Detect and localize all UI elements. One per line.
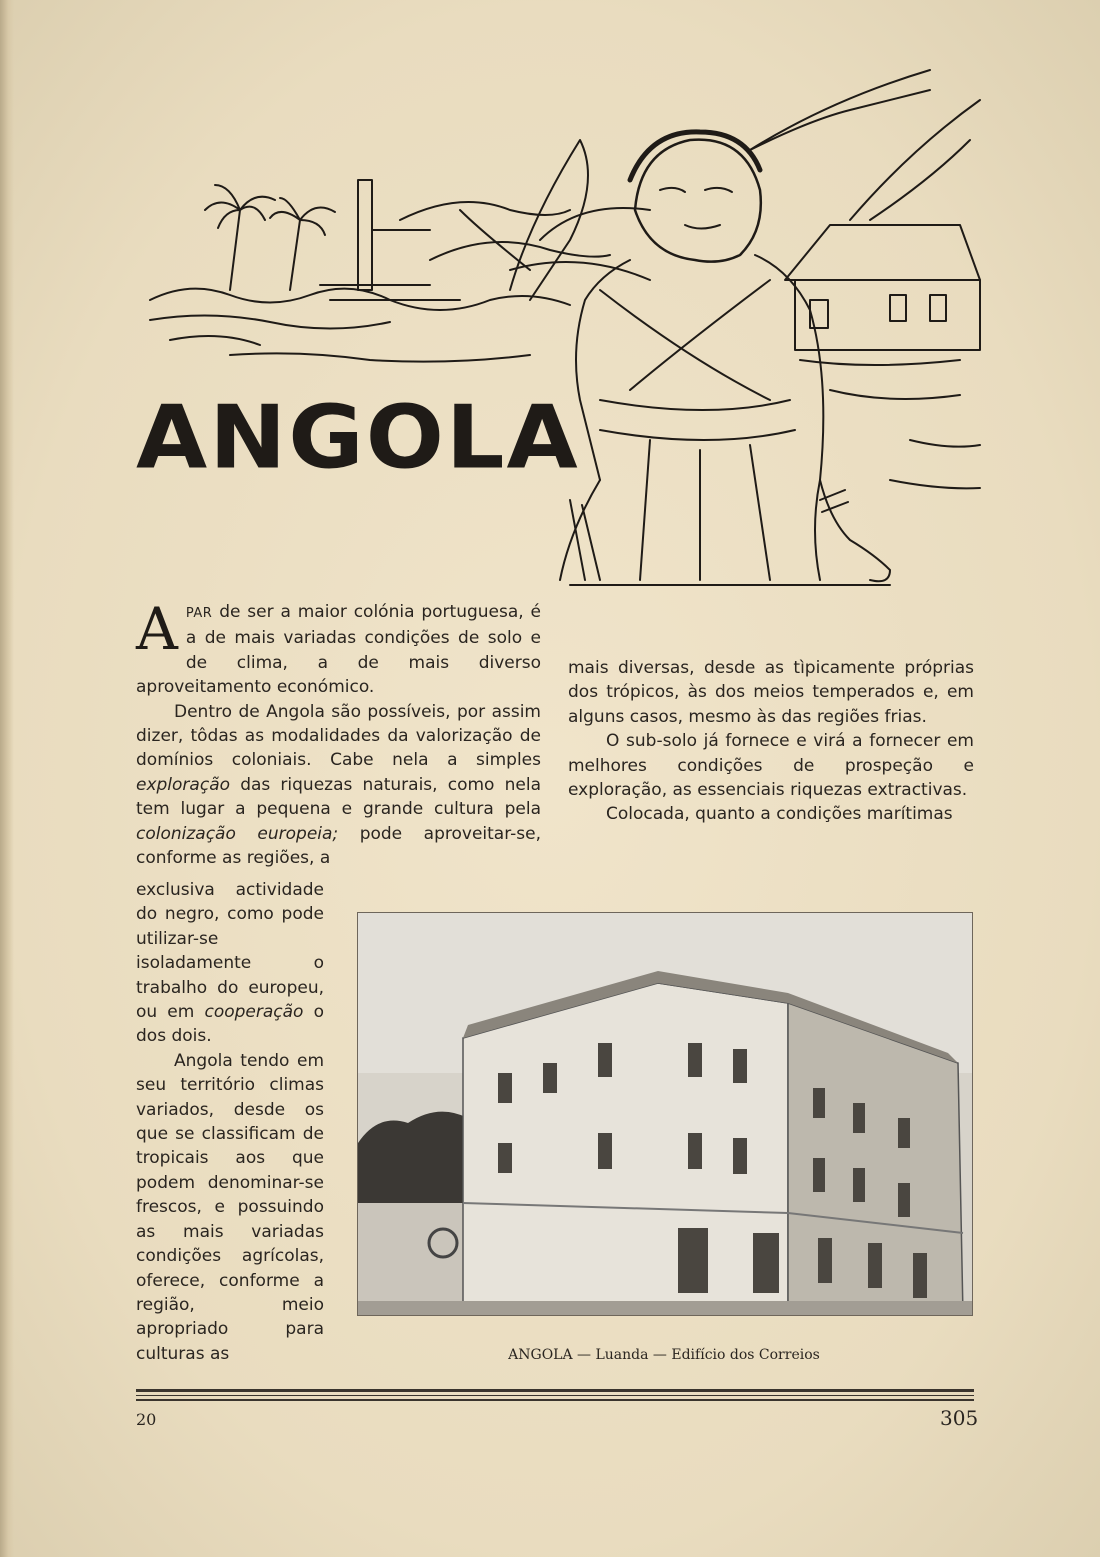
page-number-right: 305	[940, 1406, 979, 1430]
paragraph-text: Dentro de Angola são possíveis, por assim dizer, tôdas as modalidades da valorização de domínios coloniais. Cabe nela a simples	[136, 701, 541, 771]
paragraph-sub-solo: O sub-solo já fornece e virá a fornecer em melhores condições de prospeção e exploração, as essenciais riquezas extractivas.	[568, 731, 974, 801]
smallcaps-word: PAR	[185, 606, 213, 621]
paragraph-colocada: Colocada, quanto a condições marítimas	[606, 804, 953, 825]
article-column-right	[568, 656, 974, 827]
footer-rule-middle	[136, 1395, 974, 1396]
emphasis-text: exploração	[136, 774, 231, 795]
paragraph-continuation-right: mais diversas, desde as tìpicamente próprias dos trópicos, às dos meios temperados e, em alguns casos, mesmo às das regiões frias.	[568, 658, 974, 727]
emphasis-text: colonização europeia;	[136, 823, 339, 844]
paragraph-continuation	[136, 878, 324, 1049]
header-illustration	[130, 60, 990, 590]
banana-leaf-icon	[510, 140, 588, 300]
paragraph-climas: Angola tendo em seu território climas variados, desde os que se classificam de tropicais aos que podem denominar-se frescos, e possuindo as mais variadas condições agrícolas, oferece, conforme a região, meio apropriado para culturas as	[136, 1050, 324, 1364]
article-column-left	[136, 595, 541, 870]
house-icon	[785, 225, 980, 280]
chimney-icon	[358, 180, 372, 290]
footer-rule-bottom	[136, 1399, 974, 1401]
footer-rule-top	[136, 1389, 974, 1392]
article-column-narrow	[136, 878, 324, 1366]
binding-edge	[0, 0, 14, 1557]
paragraph-valorizacao	[136, 700, 541, 871]
emphasis-text: cooperação	[204, 1002, 304, 1023]
paragraph-text: o dos dois.	[136, 1002, 324, 1047]
photo-caption: ANGOLA — Luanda — Edifício dos Correios	[508, 1347, 820, 1363]
page-number-left: 20	[136, 1410, 157, 1429]
building-photo	[357, 912, 973, 1316]
woman-figure-icon	[560, 132, 890, 581]
drop-cap: A	[136, 595, 178, 663]
paragraph-text: exclusiva actividade do negro, como pode utilizar-se isoladamente o trabalho do europeu, ou em	[136, 880, 324, 1023]
page-title: ANGOLA	[136, 386, 580, 489]
paragraph-text: das riquezas naturais, como nela tem lugar a pequena e grande cultura pela	[136, 774, 541, 820]
palm-tree-icon	[230, 210, 240, 290]
paragraph-text: de ser a maior colónia portuguesa, é a de mais variadas condições de solo e de clima, a de mais diverso aproveitamento económico.	[136, 602, 541, 698]
paragraph-text: pode aproveitar-se, conforme as regiões, a	[136, 823, 541, 869]
paragraph-intro	[136, 595, 541, 700]
